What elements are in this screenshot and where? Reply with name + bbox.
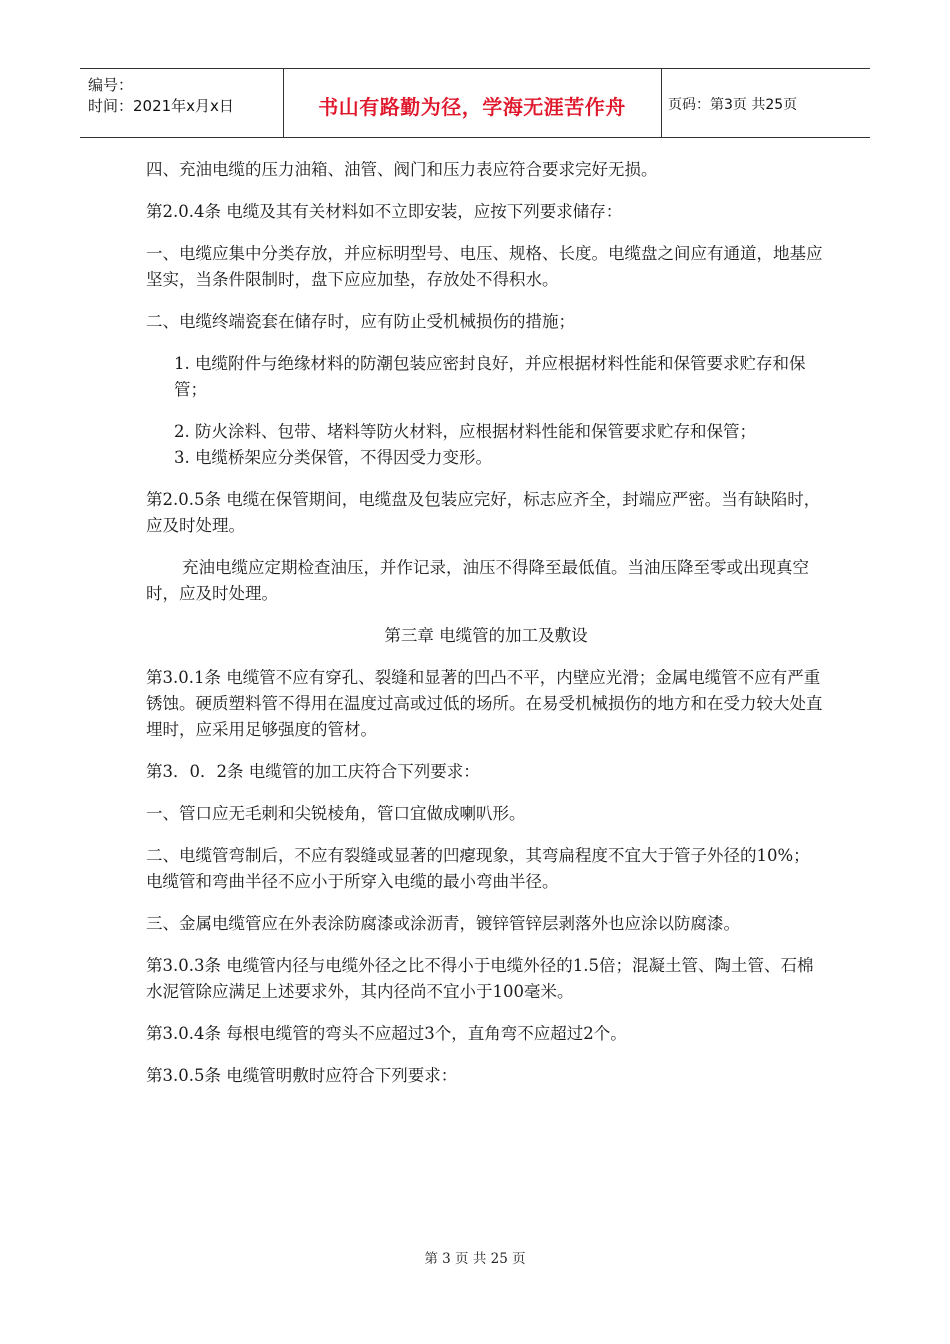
header-page-number: 页码：第3页 共25页 xyxy=(668,97,798,113)
clause-3-0-5: 第3.0.5条 电缆管明敷时应符合下列要求： xyxy=(146,1066,458,1085)
list-item-2: 2. 防火涂料、包带、堵料等防火材料，应根据材料性能和保管要求贮存和保管； xyxy=(174,422,756,441)
paragraph-storage-item-1: 一、电缆应集中分类存放，并应标明型号、电压、规格、长度。电缆盘之间应有通道，地基应坚实，当条件限制时，盘下应应加垫，存放处不得积水。 xyxy=(146,244,823,289)
clause-3-0-1: 第3.0.1条 电缆管不应有穿孔、裂缝和显著的凹凸不平，内壁应光滑；金属电缆管不应有严重锈蚀。硬质塑料管不得用在温度过高或过低的场所。在易受机械损伤的地方和在受力较大处直埋时，应采用足够强度的管材。 xyxy=(146,668,823,739)
paragraph-pipe-item-2: 二、电缆管弯制后，不应有裂缝或显著的凹瘪现象，其弯扁程度不宜大于管子外径的10%；电缆管和弯曲半径不应小于所穿入电缆的最小弯曲半径。 xyxy=(146,846,810,891)
page-header xyxy=(80,68,870,138)
paragraph-oil-cable-tank: 四、充油电缆的压力油箱、油管、阀门和压力表应符合要求完好无损。 xyxy=(146,160,658,179)
header-motto: 书山有路勤为径，学海无涯苦作舟 xyxy=(318,95,626,119)
header-motto-cell xyxy=(283,69,662,137)
chapter-heading: 第三章 电缆管的加工及敷设 xyxy=(384,626,588,645)
document-body xyxy=(146,157,826,1105)
paragraph-oil-pressure: 充油电缆应定期检查油压，并作记录，油压不得降至最低值。当油压降至零或出现真空时，应及时处理。 xyxy=(146,558,809,603)
header-page-cell xyxy=(662,69,870,137)
paragraph-pipe-item-3: 三、金属电缆管应在外表涂防腐漆或涂沥青，镀锌管锌层剥落外也应涂以防腐漆。 xyxy=(146,914,740,933)
clause-3-0-2: 第3．0．2条 电缆管的加工庆符合下列要求： xyxy=(146,762,480,781)
clause-2-0-5: 第2.0.5条 电缆在保管期间，电缆盘及包装应完好，标志应齐全，封端应严密。当有缺陷时，应及时处理。 xyxy=(146,490,821,535)
clause-2-0-4: 第2.0.4条 电缆及其有关材料如不立即安装，应按下列要求储存： xyxy=(146,202,623,221)
document-number-label: 编号： xyxy=(88,76,134,94)
document-date-label: 时间：2021年x月x日 xyxy=(88,97,234,115)
paragraph-storage-item-2: 二、电缆终端瓷套在储存时，应有防止受机械损伤的措施； xyxy=(146,312,575,331)
clause-3-0-3: 第3.0.3条 电缆管内径与电缆外径之比不得小于电缆外径的1.5倍；混凝土管、陶土管、石棉水泥管除应满足上述要求外，其内径尚不宜小于100毫米。 xyxy=(146,956,814,1001)
clause-3-0-4: 第3.0.4条 每根电缆管的弯头不应超过3个，直角弯不应超过2个。 xyxy=(146,1024,627,1043)
header-meta-cell xyxy=(80,69,284,137)
paragraph-pipe-item-1: 一、管口应无毛刺和尖锐棱角，管口宜做成喇叭形。 xyxy=(146,804,526,823)
list-item-1: 1. 电缆附件与绝缘材料的防潮包装应密封良好，并应根据材料性能和保管要求贮存和保管； xyxy=(174,354,806,399)
page-footer: 第 3 页 共 25 页 xyxy=(424,1251,526,1267)
list-item-3: 3. 电缆桥架应分类保管，不得因受力变形。 xyxy=(174,448,492,467)
